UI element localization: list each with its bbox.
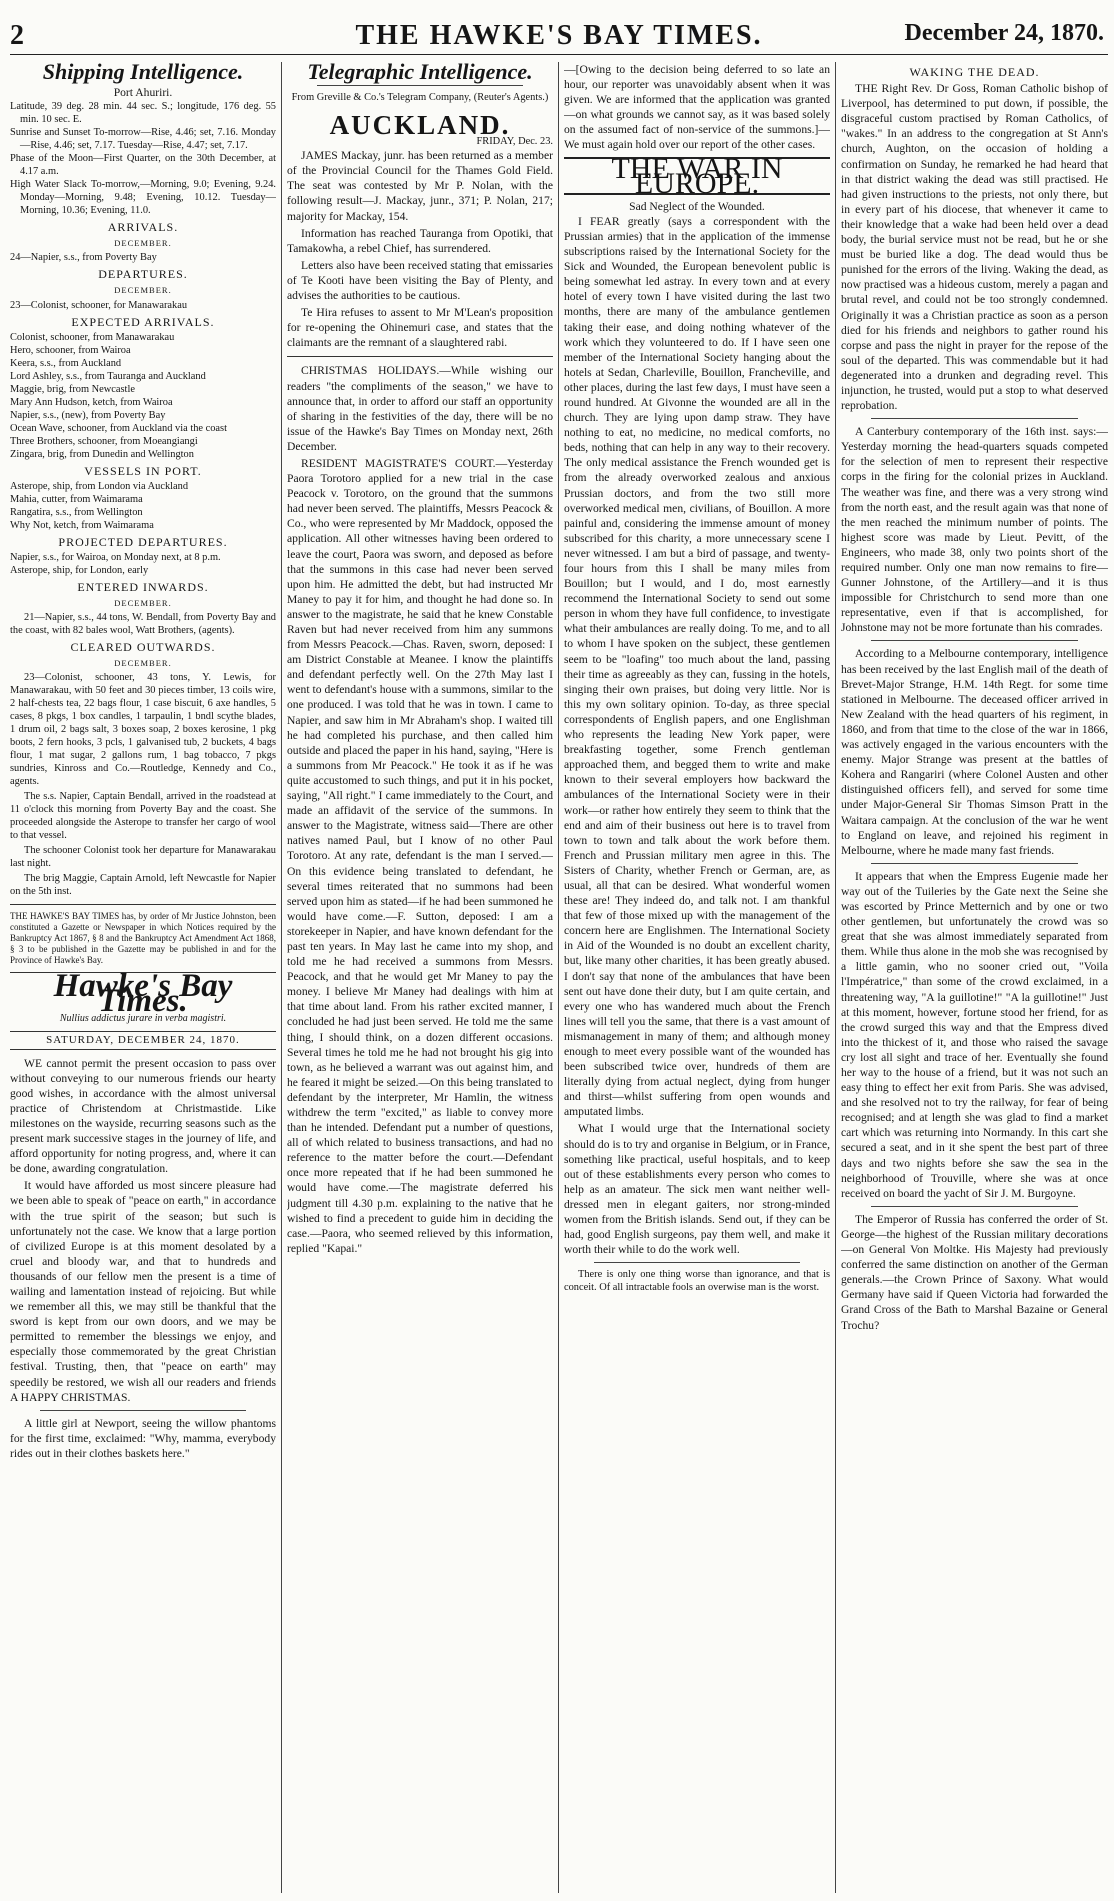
editorial-paragraph: It would have afforded us most sincere pleasure had we been able to speak of "peace on earth," in accordance with the true spirit of the season; but such is unfortunately not the case. We know that a large portion of civilized Europe is at this moment desolated by a cruel and bloody war, and that to hundreds and thousands of our fellow men the present is a time of wailing and lamentation instead of rejoicing. But while we remember all this, we may still be thankful that the sword is kept from our own doors, and we may be permitted to remember the blessings we enjoy, and especially those commemorated by the great Christian festival. Trusting, then, that "peace on earth" may speedily be restored, we wish all our readers and friends A HAPPY CHRISTMAS. [10, 1179, 276, 1404]
expected-item: Maggie, brig, from Newcastle [10, 383, 135, 395]
expected-item: Three Brothers, schooner, from Moeangiangi [10, 435, 198, 447]
canterbury-paragraph: A Canterbury contemporary of the 16th inst. says:—Yesterday morning the head-quarters squads competed for the selection of men to represent their respective corps in the firing for the colonial prizes in Auckland. The weather was fine, and there was a very strong wind from the north east, and the result again was that none of the men reached the minimum number of points. The highest score was made by Lieut. Pevitt, of the Engineers, who made 38, only two points short of the required number. Only one man now remains to fire—Gunner Johnstone, of the Artillery—and it is thus impossible for Christchurch to send more than one representative, even if that is accomplished, for Johnstone may not be more fortunate than his comrades. [841, 425, 1108, 635]
issue-date: December 24, 1870. [904, 20, 1104, 46]
expected-item: Keera, s.s., from Auckland [10, 357, 122, 369]
editorial-title: Hawke's Bay Times. [53, 968, 233, 1020]
newspaper-title: THE HAWKE'S BAY TIMES. [355, 20, 763, 51]
telegram-paragraph: Information has reached Tauranga from Opotiki, that Tamakowha, a rebel Chief, has surrendered. [287, 226, 553, 255]
arrivals-heading: ARRIVALS. [107, 220, 179, 235]
masthead [10, 14, 1108, 55]
projected-item: Asterope, ship, for London, early [10, 564, 149, 576]
war-paragraph: What I would urge that the International society should do is to try and organise in Belgium, or in France, something like practical, useful hospitals, and to keep out of these establishments every person who comes to help as an amateur. The sick men want neither well-dressed men in elegant gaiters, nor strong-minded women from the British islands. Send out, if they can be had, good English surgeons, pay them well, and make it worth their while to do the work well. [564, 1122, 830, 1257]
war-subheading: Sad Neglect of the Wounded. [629, 199, 765, 213]
vessel-item: Mahia, cutter, from Waimarama [10, 493, 143, 505]
empress-paragraph: It appears that when the Empress Eugenie made her way out of the Tuileries by the Gate next the Seine she was escorted by Prince Metternich and by one or two other gentlemen, but unfortunately the crowd was so great that she was almost immediately separated from them. While thus alone in the mob she was recognised by a little gamin, who no sooner cried out, "Voila l'Impératrice," than some of the crowd exclaimed, in a threatening way, "A la guillotine!" "A la guillotine!" Just at this moment, however, fortune stood her friend, for as the crowd surged this way and that the Empress dived into the thickest of it, and those who raised the savage cry lost all sight and trace of her. Eventually she found her way to the house of a friend, but it was not such an easy thing to effect her exit from Paris. She was advised, and she resolved not to try the railway, for fear of being recognised; and at length she was glad to find a market cart which was returning into Normandy. In this cart she secured a seat, and in it she spent the best part of three days and two nights before she saw the sea in the neighborhood of Trouville, where she was at once received on board the yacht of Sir J. M. Burgoyne. [841, 869, 1108, 1200]
projected-item: Napier, s.s., for Wairoa, on Monday next, at 8 p.m. [10, 551, 221, 563]
expected-item: Lord Ashley, s.s., from Tauranga and Auckland [10, 370, 206, 382]
divider [871, 863, 1078, 864]
editorial-paragraph: A little girl at Newport, seeing the willow phantoms for the first time, exclaimed: "Why, mamma, everybody rides out in their clothes baskets here." [10, 1416, 276, 1460]
sun-times: Sunrise and Sunset To-morrow—Rise, 4.46; set, 7.16. Monday—Rise, 4.46; set, 7.17. Tuesday—Rise, 4.47; set, 7.17. [10, 127, 276, 152]
expected-item: Colonist, schooner, from Manawarakau [10, 331, 175, 343]
arrival-entry: 24—Napier, s.s., from Poverty Bay [10, 252, 157, 264]
divider [317, 85, 523, 86]
shipping-note: The brig Maggie, Captain Arnold, left Newcastle for Napier on the 5th inst. [10, 873, 276, 898]
auckland-date: FRIDAY, Dec. 23. [476, 136, 553, 148]
month-label: DECEMBER. [114, 285, 172, 296]
telegram-paragraph: JAMES Mackay, junr. has been returned as a member of the Provincial Council for the Thames Gold Field. The seat was contested by Mr P. Nolan, with the following result—J. Mackay, junr., 371; P. Nolan, 217; majority for Mackay, 154. [287, 149, 553, 223]
divider [594, 1262, 800, 1263]
column-rule [835, 62, 836, 1893]
holidays-notice: CHRISTMAS HOLIDAYS.—While wishing our readers "the compliments of the season," we have to announce that, in order to afford our staff an opportunity of sharing in the festivities of the day, there will be no issue of the Hawke's Bay Times on Monday next, 26th December. [287, 364, 553, 453]
month-label: DECEMBER. [114, 658, 172, 669]
divider [871, 1206, 1078, 1207]
expected-item: Mary Ann Hudson, ketch, from Wairoa [10, 396, 173, 408]
telegram-paragraph: Te Hira refuses to assent to Mr M'Lean's proposition for re-opening the Ohinemuri case, and states that the claimants are the remnant of a slaughtered rabi. [287, 306, 553, 350]
divider [40, 1410, 246, 1411]
cleared-entry: 23—Colonist, schooner, 43 tons, Y. Lewis, for Manawarakau, with 50 feet and 30 pieces timber, 13 coils wire, 2 half-chests tea, 22 bags flour, 1 case biscuit, 6 axe handles, 5 cases, 8 pkgs, 1 box candles, 1 tarpaulin, 1 bndl scythe blades, 1 drum oil, 2 bags salt, 3 boxes soap, 2 boxes kerosine, 1 pkg boots, 2 fern hooks, 3 pcls, 1 galvanised tub, 2 buckets, 4 bags flour, 1 mat sugar, 2 gallons rum, 1 bag tobacco, 7 pkgs sundries, Kinross and Co.—Routledge, Kennedy and Co., agents. [10, 672, 276, 788]
vessels-in-port-heading: VESSELS IN PORT. [84, 463, 202, 478]
expected-item: Napier, s.s., (new), from Poverty Bay [10, 409, 166, 421]
vessel-item: Asterope, ship, from London via Auckland [10, 480, 189, 492]
russia-paragraph: The Emperor of Russia has conferred the order of St. George—the highest of the Russian military decorations—on General Von Moltke. His Majesty had previously conferred the same distinction on another of the German generals.—the Crown Prince of Saxony. What would Germany have said if Queen Victoria had forwarded the Grand Cross of the Bath to Marshal Bazaine or General Trochu? [841, 1212, 1108, 1332]
cleared-outwards-heading: CLEARED OUTWARDS. [70, 640, 216, 655]
waking-heading: WAKING THE DEAD. [909, 65, 1040, 79]
column-rule [281, 62, 282, 1893]
court-report-continued: —[Owing to the decision being deferred to so late an hour, our reporter was unavoidably absent when it was given. We are informed that the application was granted—on what grounds we cannot say, as it was based solely on the assumed fact of non-service of the summons.]—We must again hold over our report of the other cases. [564, 63, 830, 152]
shipping-note: The schooner Colonist took her departure for Manawarakau last night. [10, 845, 276, 870]
shipping-heading: Shipping Intelligence. [42, 62, 244, 84]
editorial-date: SATURDAY, DECEMBER 24, 1870. [10, 1031, 276, 1050]
telegraphic-source: From Greville & Co.'s Telegram Company, (Reuter's Agents.) [291, 92, 549, 104]
column-3 [564, 62, 830, 1893]
projected-departures-heading: PROJECTED DEPARTURES. [58, 534, 228, 549]
entered-entry: 21—Napier, s.s., 44 tons, W. Bendall, from Poverty Bay and the coast, with 82 bales wool, Watt Brothers, (agents). [10, 612, 276, 637]
expected-item: Zingara, brig, from Dunedin and Wellington [10, 448, 194, 460]
divider [871, 640, 1078, 641]
tide-times: High Water Slack To-morrow,—Morning, 9.0; Evening, 9.24. Monday—Morning, 9.48; Evening, 10.12. Tuesday—Morning, 10.36; Evening, 11.0. [10, 179, 276, 217]
entered-inwards-heading: ENTERED INWARDS. [77, 579, 209, 594]
column-rule [558, 62, 559, 1893]
vessel-item: Why Not, ketch, from Waimarama [10, 519, 154, 531]
editorial-paragraph: WE cannot permit the present occasion to pass over without conveying to our numerous friends our hearty good wishes, in accordance with the almost universal practice of Christendom at Christmastide. Like milestones on the wayside, recurring seasons such as the present mark successive stages in the journey of life, and afford opportunity for noting progress, and, where it can be done, awarding congratulation. [10, 1056, 276, 1176]
court-report: RESIDENT MAGISTRATE'S COURT.—Yesterday Paora Torotoro applied for a new trial in the case Peacock v. Torotoro, on the ground that the summons had never been served. The plaintiffs, Messrs Peacock & Co., who were represented by Mr Maddock, opposed the application. All other witnesses having been ordered to leave the court, Paora was sworn, and deposed as before that the summons in this case had never been served upon him. He admitted the debt, but had instructed Mr Maney to pay it for him, and thought he had done so. In answer to the magistrate, he said that he knew Constable Raven but had never received from him any summons from Messrs Peacock.—Chas. Raven, sworn, deposed: I am District Constable at Meanee. I know the plaintiffs and defendant perfectly well. On the 27th May last I went to defendant's house with a summons, similar to the one produced. I was told that he was in town. I came to Napier, and saw him in Mr Abraham's shop. I waited till he had completed his purchase, and then called him outside and placed the paper in his hand, saying, "Here is a summons from Mr Peacock." He took it as if he was quite accustomed to such things, and put it in his pocket, saying, "All right." I came immediately to the Court, and made an affidavit of the service of the summons. In answer to the Magistrate, witness said—There are other natives named Paul, but I know of no other Paul Torotoro. At any rate, defendant is the man I served.—On this evidence being translated to defendant, he several times reiterated that no summons had been served upon him as stated—if he had been summoned he would have come.—F. Sutton, deposed: I am a storekeeper in Napier, and have known defendant for the past ten years. In May last he came into my shop, and told me he had received a summons from Messrs. Peacock, and that he would get Mr Maney to pay the money. I believe Mr Maney had dealings with him at that time about land. From his rather excited manner, I concluded he had just been served. He told me the same thing, I should think, on a dozen different occasions. Several times he told me he had not brought his gig into town, as he believed a warrant was out against him, and he feared it might be seized.—On this being translated to defendant by the interpreter, Mr Hamlin, the witness withdrew the term "excited," as liable to convey more than he intended. Defendant put a number of questions, all of which related to business transactions, and had no reference to the matter before the court.—Defendant once more repeated that if he had been summoned he would have come.—The magistrate deferred his judgment till 4.30 p.m. explaining to the native that he wished to find a precedent to guide him in deciding the case.—Paora, who seemed relieved by this information, replied "Kapai." [287, 456, 553, 1255]
month-label: DECEMBER. [114, 238, 172, 249]
port-name: Port Ahuriri. [113, 86, 173, 100]
war-paragraph: I FEAR greatly (says a correspondent with the Prussian armies) that in the application of the immense subscriptions raised by the International Society for the Sick and Wounded, the European benevolent public is being somewhat led astray. In every town and at every hotel of every town I have visited during the last two months, there are many of the ambulance gentlemen taking their ease, and doing nothing whatever of the work which they volunteered to do. If I have seen one member of the International Society hanging about the hotels at Sedan, Charleville, Bouillon, Francheville, and other places, during the last few days, I must have seen a round hundred. At Givonne the wounded are all in the church. They are lying upon damp straw. They have nothing to eat, no medicine, no medical comforts, no beds, nothing that can help in any way to their recovery. The only medical assistance the French wounded get is from the already overworked zealous and anxious Prussian doctors, and from the two still more overworked medical men, civilians, of Bouillon. A more painful and, considering the immense amount of money subscribed for this charity, a more unnecessary scene I never witnessed. I am but a bird of passage, and twenty-four hours from this I shall be many miles from Bouillon; but I would, and I do, most earnestly recommend the International Society to send out some person in whom they have full confidence, to investigate what their ambulances are really doing. To me, and to all to whom I have spoken on the subject, these gentlemen seem to be "loafing" too much about the land, passing their time as agreeably as they can, fussing in the hotels, singing their own praises, but doing very little. Nor is this my own solitary opinion. To-day, as three special correspondents of English papers, and one Englishman who represents the leading New York paper, were breakfasting together, some French gentleman approached them, and begged them to write and make known to their several employers how backward the ambulances of the International Society were in their work—or rather how entirely they seem to think that the end and aim of their business out here is to travel from town to town and talk about the work before them. French and Prussian military men agree in this. The Sisters of Charity, whether French or German, are, as usual, all that can be desired. What wonderful women these are! They indeed do, and talk not. I am thankful that few of those mixed up with the management of the concern here are Englishmen. The International Society in Aid of the Wounded is no doubt an excellent charity, but, like many other charities, it has been greatly abused. I don't say that none of the ambulances that have been sent out have done their duty, but I am quite certain, and every one who has wandered much about the French lines will tell you the same, that there is a vast amount of mismanagement in many of them; and although money enough to meet every possible want of the wounded has been subscribed twice over, hundreds of them are literally dying from actual neglect, dying from hunger and thirst—whilst suffering from open wounds and amputated limbs. [564, 214, 830, 1119]
expected-item: Hero, schooner, from Wairoa [10, 344, 131, 356]
column-1 [10, 62, 276, 1893]
filler-paragraph: There is only one thing worse than ignorance, and that is conceit. Of all intractable fools an overwise man is the worst. [564, 1269, 830, 1294]
vessel-item: Rangatira, s.s., from Wellington [10, 506, 143, 518]
divider [287, 356, 553, 357]
expected-item: Ocean Wave, schooner, from Auckland via the coast [10, 422, 227, 434]
waking-paragraph: THE Right Rev. Dr Goss, Roman Catholic bishop of Liverpool, has determined to put down, if possible, the disgraceful custom practised by Roman Catholics, of "wakes." In an address to the congregation at St Ann's church, Aughton, on the occasion of holding a confirmation on Sunday, he remarked he had heard that in that district waking the dead was still practised. He had given instructions to the priests, not only there, but in every part of his diocese, that whenever it came to their knowledge that a wake had been held over a dead body, the burial service must not be read, but he or she must be buried like a dog. The dead would thus be punished for the errors of the living. Waking the dead, as now practised was a hideous custom, merely a pagan and brutal revel, and could not be too strongly condemned. Originally it was a Christian practice as soon as a person died for his friends and neighbors to gather round his corpse and pass the night in prayer for the repose of the soul of the departed. This was commendable but it had degenerated into a drunken and degrading revel. This injunction, he trusted, would put a stop to what deserved reprobation. [841, 82, 1108, 413]
telegraphic-heading: Telegraphic Intelligence. [307, 62, 533, 84]
departure-entry: 23—Colonist, schooner, for Manawarakau [10, 299, 188, 311]
divider [10, 904, 276, 905]
shipping-note: The s.s. Napier, Captain Bendall, arrived in the roadstead at 11 o'clock this morning from Poverty Bay and the coast. She proceeded alongside the Asterope to transfer her cargo of wool to that vessel. [10, 791, 276, 842]
editorial-motto: Nullius addictus jurare in verba magistri. [59, 1013, 227, 1025]
expected-arrivals-heading: EXPECTED ARRIVALS. [71, 314, 215, 329]
auckland-heading: AUCKLAND. [329, 110, 511, 141]
moon-phase: Phase of the Moon—First Quarter, on the 30th December, at 4.17 a.m. [10, 153, 276, 178]
month-label: DECEMBER. [114, 597, 172, 608]
war-heading: THE WAR IN EUROPE. [564, 157, 830, 195]
divider [871, 418, 1078, 419]
page-number: 2 [10, 20, 24, 51]
telegram-paragraph: Letters also have been received stating that emissaries of Te Kooti have been visiting the Bay of Plenty, and advises the authorities to be cautious. [287, 258, 553, 303]
column-2 [287, 62, 553, 1893]
melbourne-paragraph: According to a Melbourne contemporary, intelligence has been received by the last English mail of the death of Brevet-Major Strange, H.M. 14th Regt. for some time stationed in Melbourne. The deceased officer arrived in New Zealand with the head quarters of his regiment, in 1860, and from that time to the close of the war in 1866, was actively engaged in the various encounters with the enemy. Major Strange was present at the battles of Kohera and Rangariri (where Colonel Austen and other distinguished officers fell), and served for some time under Major-General Sir Thomas Simson Pratt in the Waitara campaign. At the conclusion of the war he went to England on leave, and rejoined his regiment in Melbourne, where he made many fast friends. [841, 647, 1108, 857]
gazette-notice: THE HAWKE'S BAY TIMES has, by order of Mr Justice Johnston, been constituted a Gazette or Newspaper in which Notices required by the Bankruptcy Act 1867, § 8 and the Bankruptcy Act Amendment Act 1868, § 3 to be published in the Gazette may be published in and for the Province of Hawke's Bay. [10, 911, 276, 966]
port-position: Latitude, 39 deg. 28 min. 44 sec. S.; longitude, 176 deg. 55 min. 10 sec. E. [10, 101, 276, 126]
column-4 [841, 62, 1108, 1893]
departures-heading: DEPARTURES. [98, 267, 188, 282]
